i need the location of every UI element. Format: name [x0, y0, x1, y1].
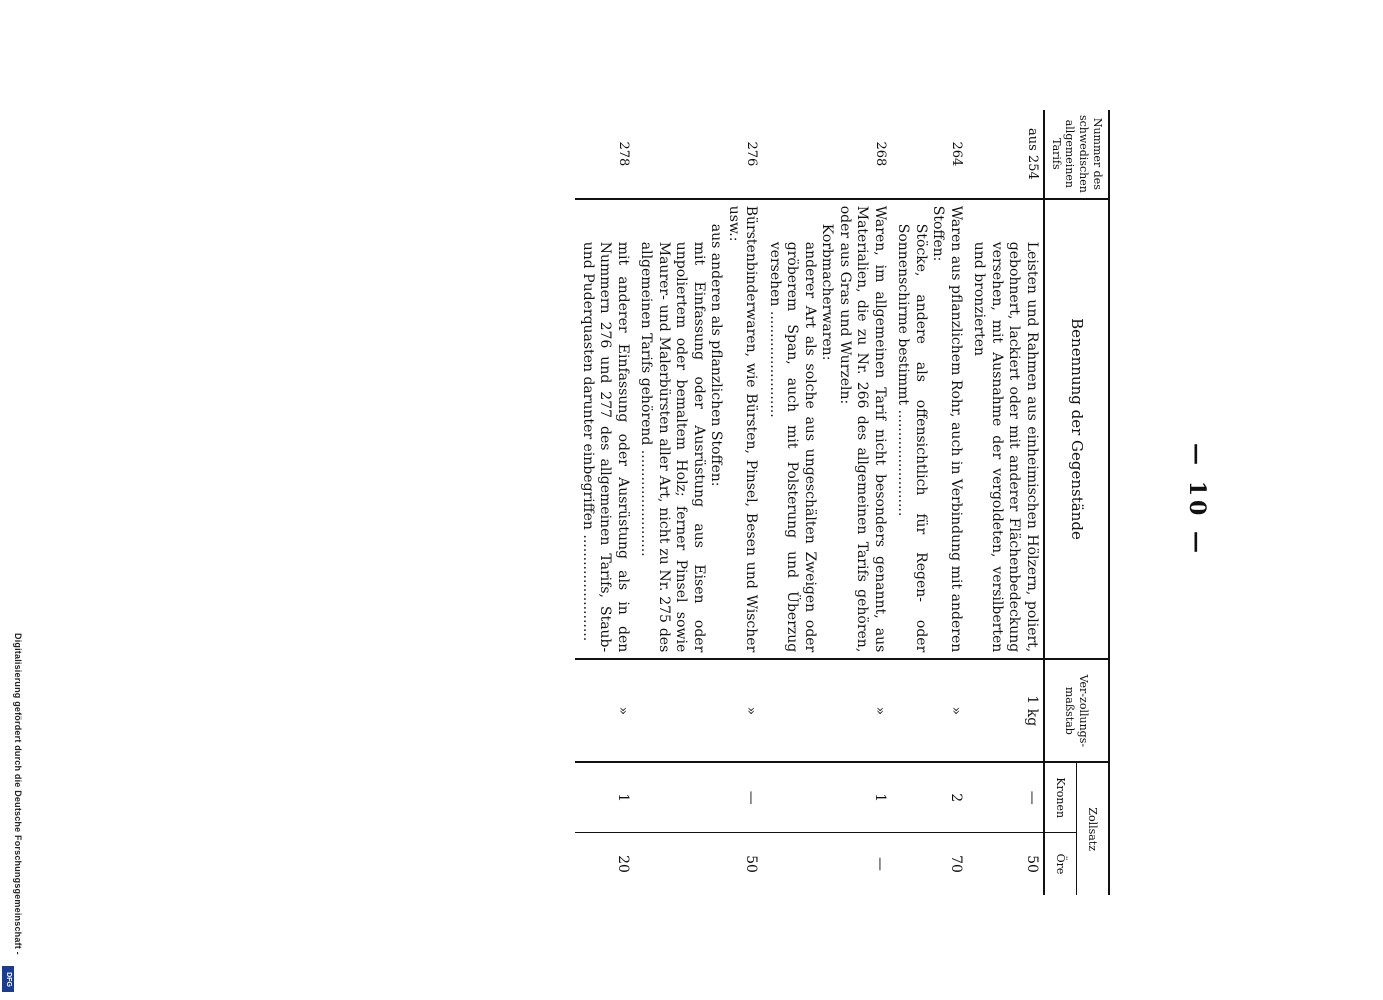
tariff-number: aus 254 — [967, 110, 1044, 199]
description-line: Stöcke, andere als offensichtlich für Regen- oder Sonnenschirme bestimmt ........................ — [895, 223, 929, 653]
table-row — [967, 110, 1044, 895]
table-row — [576, 110, 635, 895]
duty-kronen: 1 — [576, 762, 635, 832]
duty-ore: 70 — [948, 855, 964, 873]
description-line: Waren aus pflanzlichem Rohr, auch in Verbindung mit anderen Stoffen: — [930, 205, 964, 653]
tariff-table — [576, 110, 1111, 895]
table-header-row — [1077, 110, 1110, 895]
description-line: aus anderen als pflanzlichen Stoffen: — [708, 223, 725, 487]
digitization-credit: Digitalisierung gefördert durch die Deutsche Forschungsgemeinschaft - — [13, 633, 23, 955]
description-line: mit Einfassung oder Ausrüstung aus Eisen oder unpoliertem oder bemaltem Holz; ferner Pinsel sowie Maurer- und Malerbürsten aller Art, nicht zu Nr. 275 des allgemeinen Tarifs gehörend ........................ — [638, 241, 707, 653]
header-number: Nummer des schwedischen allgemeinen Tarifs — [1044, 110, 1109, 199]
duty-measure: » — [891, 659, 967, 762]
table-row — [763, 110, 892, 895]
description-line: anderer Art als solche aus ungeschälten Zweigen oder gröberem Span, auch mit Polsterung und Überzug versehen ........................ — [767, 241, 818, 653]
header-duty: Zollsatz — [1077, 762, 1110, 895]
item-description — [634, 199, 763, 660]
duty-measure: 1 kg — [967, 659, 1044, 762]
description-line: Leisten und Rahmen aus einheimischen Hölzern, poliert, gebohnert, lackiert oder mit anderer Flächenbedeckung versehen, mit Ausnahme der vergoldeten, versilberten und bronzierten — [971, 241, 1040, 653]
item-description — [967, 199, 1044, 660]
header-kronen: Kronen — [1044, 762, 1077, 832]
duty-kronen: — — [967, 762, 1044, 832]
description-line: Korbmacherwaren: — [819, 223, 836, 361]
header-ore: Öre — [1044, 833, 1077, 895]
duty-kronen: 1 — [763, 762, 892, 832]
table-row — [891, 110, 967, 895]
dfg-logo — [2, 966, 14, 992]
description-line: mit anderer Einfassung oder Ausrüstung als in den Nummern 276 und 277 des allgemeinen Tarifs, Staub- und Puderquasten darunter einbegriffen ........................ — [580, 241, 631, 653]
tariff-number: 278 — [576, 110, 635, 199]
duty-measure: » — [634, 659, 763, 762]
table-row — [634, 110, 763, 895]
duty-ore: 20 — [615, 855, 631, 873]
tariff-number: 268 — [763, 110, 892, 199]
header-description: Benennung der Gegenstände — [1044, 199, 1109, 660]
item-description — [763, 199, 892, 660]
description-line: Bürstenbinderwaren, wie Bürsten, Pinsel, Besen und Wischer usw.: — [726, 205, 760, 653]
dfg-logo-text: DFG — [4, 971, 12, 987]
tariff-number: 264 — [891, 110, 967, 199]
header-measure: Ver-zollungs-maßstab — [1044, 659, 1109, 762]
duty-measure: » — [576, 659, 635, 762]
rotated-document-page — [210, 110, 1210, 900]
duty-measure: » — [763, 659, 892, 762]
item-description — [891, 199, 967, 660]
description-line: Waren, im allgemeinen Tarif nicht besonders genannt, aus Materialien, die zu Nr. 266 des allgemeinen Tarifs gehören, oder aus Gras und Wurzeln: — [837, 205, 888, 653]
duty-ore: 50 — [1024, 855, 1040, 873]
duty-kronen: 2 — [891, 762, 967, 832]
duty-ore: — — [872, 857, 888, 871]
table-body — [576, 110, 1045, 895]
duty-kronen: — — [634, 762, 763, 832]
tariff-number: 276 — [634, 110, 763, 199]
item-description — [576, 199, 635, 660]
page-number: — 10 — — [1184, 443, 1210, 557]
duty-ore: 50 — [743, 855, 760, 873]
